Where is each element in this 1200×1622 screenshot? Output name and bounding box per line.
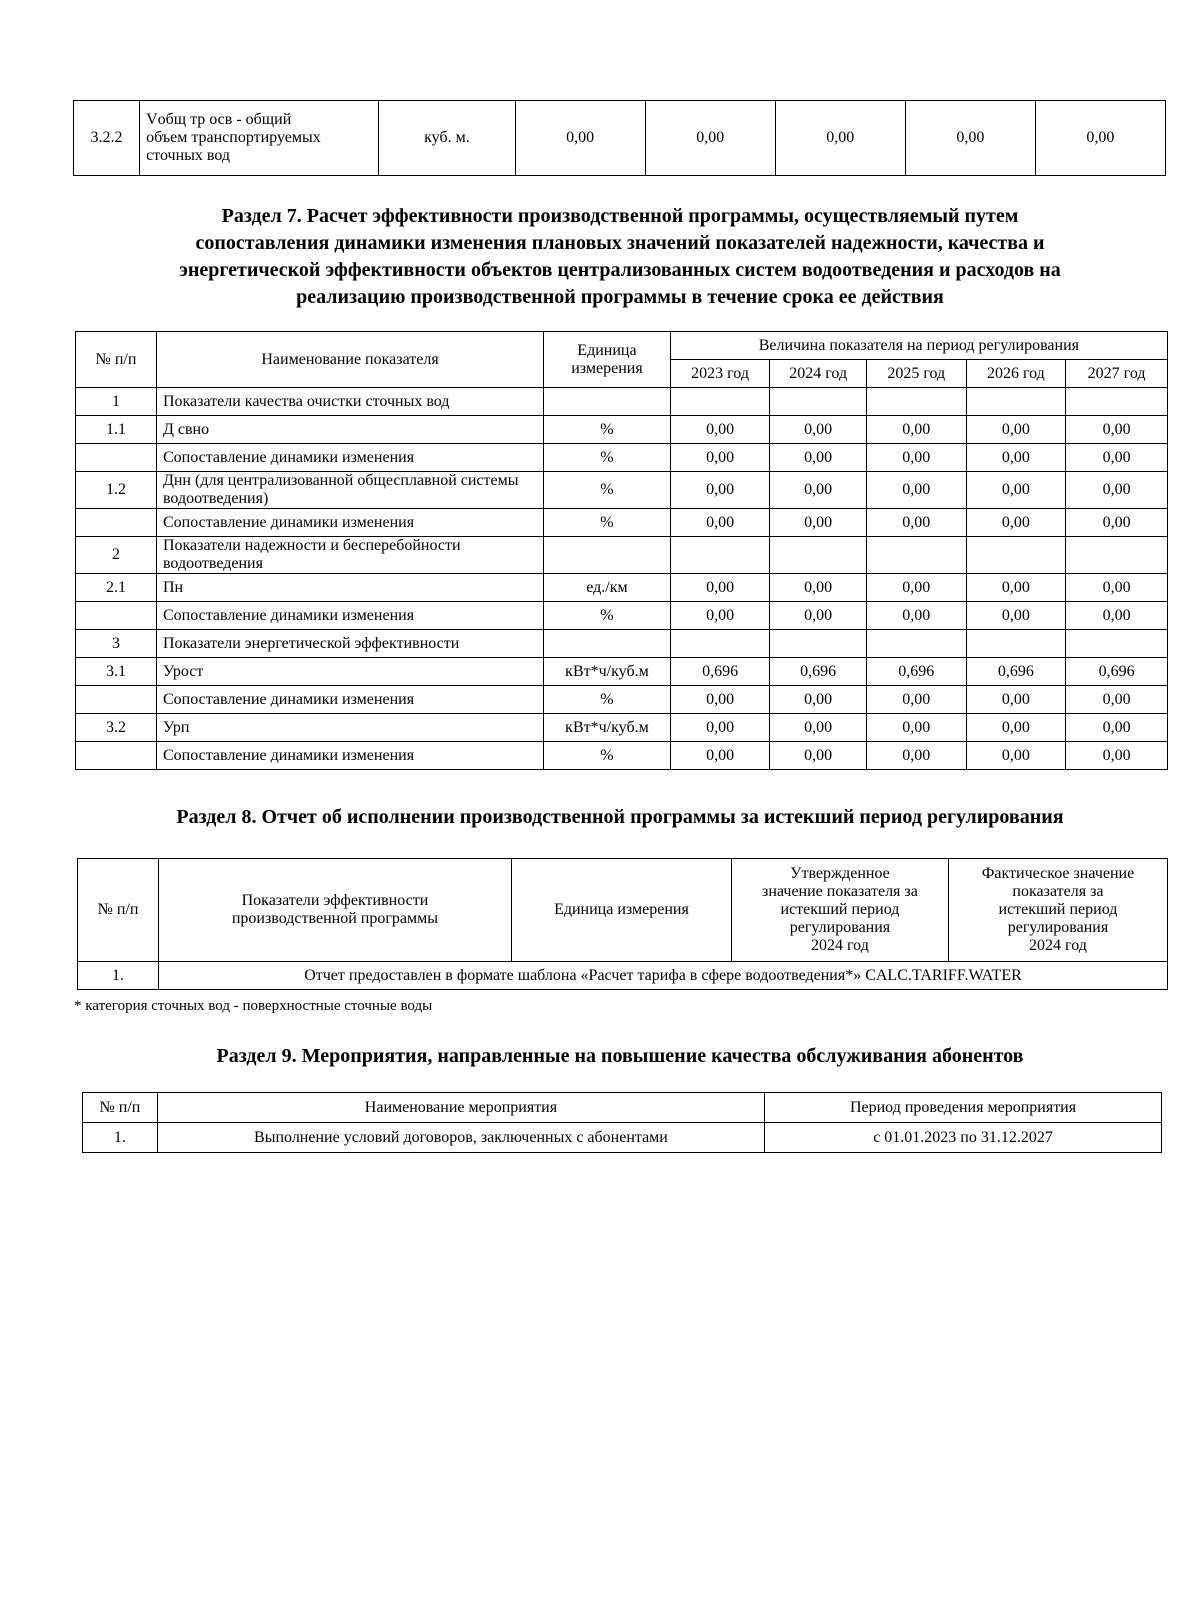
- approved-line: Утвержденное: [790, 865, 890, 882]
- unit-cell: ед./км: [544, 574, 671, 602]
- value-cell: [866, 537, 966, 574]
- indicator-name: Сопоставление динамики изменения: [156, 509, 543, 537]
- value-cell: 0,00: [1066, 742, 1168, 770]
- table-row: [76, 602, 1168, 630]
- previous-section-table: [73, 100, 1166, 176]
- value-cell: 0,00: [770, 509, 867, 537]
- row-number: [76, 444, 157, 472]
- table-row: [78, 962, 1168, 990]
- table-row: [76, 658, 1168, 686]
- value-cell: [770, 630, 867, 658]
- value-cell: 0,00: [670, 574, 770, 602]
- row-number: [76, 602, 157, 630]
- value-cell: 0,00: [770, 444, 867, 472]
- indicator-name: Пн: [156, 574, 543, 602]
- row-number: 1.: [83, 1123, 158, 1153]
- name-header-line: Показатели эффективности: [241, 892, 429, 909]
- unit-cell: %: [544, 444, 671, 472]
- indicator-name: Д свно: [156, 416, 543, 444]
- value-cell: 0,00: [1066, 686, 1168, 714]
- value-cell: 0,696: [1066, 658, 1168, 686]
- unit-header-line: Единица: [577, 341, 637, 359]
- period-header: Величина показателя на период регулирования: [670, 332, 1167, 360]
- section8-table: [77, 858, 1168, 990]
- year-header: 2025 год: [866, 360, 966, 388]
- indicator-name: Сопоставление динамики изменения: [156, 742, 543, 770]
- row-number: 2.1: [76, 574, 157, 602]
- unit-cell: %: [544, 602, 671, 630]
- table-row: [76, 686, 1168, 714]
- unit-header: Единица измерения: [511, 859, 731, 962]
- value-cell: [866, 630, 966, 658]
- actual-line: регулирования: [1007, 919, 1109, 936]
- header-row: [78, 859, 1168, 962]
- value-cell: 0,00: [866, 602, 966, 630]
- value-cell: 0,00: [866, 472, 966, 509]
- value-cell: 0,00: [645, 101, 775, 176]
- actual-line: показателя за: [1012, 883, 1104, 900]
- value-cell: 0,00: [905, 101, 1035, 176]
- value-cell: 0,00: [670, 444, 770, 472]
- value-cell: [1066, 630, 1168, 658]
- table-row: [76, 444, 1168, 472]
- value-cell: 0,00: [866, 509, 966, 537]
- value-cell: 0,00: [770, 602, 867, 630]
- actual-line: Фактическое значение: [981, 865, 1135, 882]
- value-cell: [866, 388, 966, 416]
- num-header: № п/п: [76, 332, 157, 388]
- unit-cell: [544, 537, 671, 574]
- indicator-name: Сопоставление динамики изменения: [156, 686, 543, 714]
- value-cell: 0,696: [966, 658, 1066, 686]
- table-row: [76, 388, 1168, 416]
- value-cell: 0,00: [770, 742, 867, 770]
- row-number: [76, 686, 157, 714]
- year-header: 2024 год: [770, 360, 867, 388]
- activity-name: Выполнение условий договоров, заключенных с абонентами: [157, 1123, 764, 1153]
- value-cell: 0,00: [670, 509, 770, 537]
- unit-cell: [544, 630, 671, 658]
- name-header: Наименование мероприятия: [157, 1093, 764, 1123]
- row-number: 1: [76, 388, 157, 416]
- unit-cell: кВт*ч/куб.м: [544, 658, 671, 686]
- row-number: [76, 742, 157, 770]
- value-cell: 0,00: [1066, 416, 1168, 444]
- value-cell: 0,00: [966, 714, 1066, 742]
- year-header: 2026 год: [966, 360, 1066, 388]
- table-row: [76, 537, 1168, 574]
- title-line: энергетической эффективности объектов централизованных систем водоотведения и расходов на: [179, 259, 1061, 281]
- unit-header-line: измерения: [571, 359, 643, 377]
- value-cell: 0,00: [966, 742, 1066, 770]
- value-cell: 0,00: [775, 101, 905, 176]
- value-cell: 0,00: [770, 472, 867, 509]
- value-cell: [966, 537, 1066, 574]
- table-row: [76, 574, 1168, 602]
- value-cell: 0,00: [966, 444, 1066, 472]
- header-row: [76, 332, 1168, 360]
- row-number: 1.2: [76, 472, 157, 509]
- value-cell: 0,00: [770, 686, 867, 714]
- value-cell: [670, 630, 770, 658]
- value-cell: 0,00: [966, 686, 1066, 714]
- value-cell: 0,00: [770, 416, 867, 444]
- name-line: объем транспортируемых: [146, 129, 321, 146]
- table-row: [76, 416, 1168, 444]
- table-row: [76, 630, 1168, 658]
- approved-line: регулирования: [789, 919, 891, 936]
- row-number: 1.1: [76, 416, 157, 444]
- year-header: 2023 год: [670, 360, 770, 388]
- value-cell: 0,00: [670, 602, 770, 630]
- row-number: 3: [76, 630, 157, 658]
- value-cell: 0,00: [1066, 472, 1168, 509]
- value-cell: 0,00: [770, 574, 867, 602]
- value-cell: 0,00: [1066, 602, 1168, 630]
- unit-cell: кВт*ч/куб.м: [544, 714, 671, 742]
- footnote: * категория сточных вод - поверхностные сточные воды: [74, 998, 433, 1014]
- value-cell: 0,00: [670, 686, 770, 714]
- title-line: реализацию производственной программы в течение срока ее действия: [296, 286, 944, 308]
- indicator-name: [140, 101, 379, 176]
- report-text: Отчет предоставлен в формате шаблона «Расчет тарифа в сфере водоотведения*» CALC.TARIFF.WATER: [158, 962, 1167, 990]
- section7-title: [75, 203, 1165, 311]
- value-cell: 0,00: [866, 714, 966, 742]
- row-number: 2: [76, 537, 157, 574]
- indicator-name: Урп: [156, 714, 543, 742]
- value-cell: 0,00: [866, 742, 966, 770]
- value-cell: 0,00: [1066, 574, 1168, 602]
- value-cell: [770, 388, 867, 416]
- title-line: Раздел 7. Расчет эффективности производственной программы, осуществляемый путем: [221, 205, 1019, 227]
- year-header: 2027 год: [1066, 360, 1168, 388]
- indicator-name: Показатели качества очистки сточных вод: [156, 388, 543, 416]
- approved-line: 2024 год: [811, 937, 869, 954]
- section9-title: Раздел 9. Мероприятия, направленные на повышение качества обслуживания абонентов: [216, 1045, 1024, 1067]
- indicator-name: Сопоставление динамики изменения: [156, 444, 543, 472]
- table-row: [74, 101, 1166, 176]
- value-cell: 0,00: [670, 742, 770, 770]
- header-row: [83, 1093, 1162, 1123]
- unit-cell: %: [544, 472, 671, 509]
- actual-line: 2024 год: [1029, 937, 1087, 954]
- value-cell: 0,696: [866, 658, 966, 686]
- name-line: сточных вод: [146, 147, 231, 164]
- indicator-name: Урост: [156, 658, 543, 686]
- num-header: № п/п: [83, 1093, 158, 1123]
- actual-header: [948, 859, 1167, 962]
- value-cell: 0,696: [670, 658, 770, 686]
- value-cell: [966, 630, 1066, 658]
- row-number: 3.2: [76, 714, 157, 742]
- title-line: сопоставления динамики изменения плановых значений показателей надежности, качества и: [195, 232, 1045, 254]
- value-cell: 0,00: [866, 444, 966, 472]
- value-cell: 0,00: [670, 472, 770, 509]
- value-cell: [966, 388, 1066, 416]
- approved-line: истекший период: [780, 901, 900, 918]
- value-cell: 0,00: [966, 509, 1066, 537]
- name-header-line: производственной программы: [231, 910, 438, 927]
- table-row: [76, 742, 1168, 770]
- unit-cell: [544, 388, 671, 416]
- actual-line: истекший период: [998, 901, 1118, 918]
- activity-period: с 01.01.2023 по 31.12.2027: [765, 1123, 1162, 1153]
- indicator-name: Днн (для централизованной общесплавной системы водоотведения): [156, 472, 543, 509]
- value-cell: 0,00: [966, 416, 1066, 444]
- value-cell: 0,00: [1066, 714, 1168, 742]
- approved-header: [731, 859, 948, 962]
- unit-cell: %: [544, 509, 671, 537]
- row-number: 1.: [78, 962, 159, 990]
- value-cell: 0,00: [966, 574, 1066, 602]
- name-header: Наименование показателя: [156, 332, 543, 388]
- approved-line: значение показателя за: [762, 883, 918, 900]
- unit-header: [544, 332, 671, 388]
- row-number: 3.1: [76, 658, 157, 686]
- value-cell: 0,00: [670, 416, 770, 444]
- unit-cell: %: [544, 416, 671, 444]
- section7-table: [75, 331, 1168, 770]
- value-cell: 0,00: [670, 714, 770, 742]
- unit-cell: куб. м.: [379, 101, 515, 176]
- name-line: Vобщ тр осв - общий: [146, 111, 292, 128]
- period-header: Период проведения мероприятия: [765, 1093, 1162, 1123]
- unit-cell: %: [544, 686, 671, 714]
- value-cell: [670, 537, 770, 574]
- table-row: [83, 1123, 1162, 1153]
- table-row: [76, 472, 1168, 509]
- row-number: [76, 509, 157, 537]
- indicator-name: Показатели надежности и бесперебойности водоотведения: [156, 537, 543, 574]
- indicator-name: Сопоставление динамики изменения: [156, 602, 543, 630]
- row-number: 3.2.2: [74, 101, 140, 176]
- value-cell: 0,00: [770, 714, 867, 742]
- table-row: [76, 509, 1168, 537]
- value-cell: 0,00: [866, 686, 966, 714]
- table-row: [76, 714, 1168, 742]
- value-cell: [770, 537, 867, 574]
- name-header: [158, 859, 511, 962]
- value-cell: [670, 388, 770, 416]
- value-cell: 0,00: [966, 602, 1066, 630]
- value-cell: [1066, 537, 1168, 574]
- section8-title: Раздел 8. Отчет об исполнении производственной программы за истекший период регулирования: [176, 806, 1064, 828]
- value-cell: 0,00: [1066, 509, 1168, 537]
- unit-cell: %: [544, 742, 671, 770]
- value-cell: 0,00: [966, 472, 1066, 509]
- value-cell: 0,00: [866, 416, 966, 444]
- value-cell: 0,00: [1066, 444, 1168, 472]
- value-cell: [1066, 388, 1168, 416]
- value-cell: 0,00: [1035, 101, 1165, 176]
- indicator-name: Показатели энергетической эффективности: [156, 630, 543, 658]
- value-cell: 0,00: [515, 101, 645, 176]
- value-cell: 0,00: [866, 574, 966, 602]
- value-cell: 0,696: [770, 658, 867, 686]
- section9-table: [82, 1092, 1162, 1153]
- num-header: № п/п: [78, 859, 159, 962]
